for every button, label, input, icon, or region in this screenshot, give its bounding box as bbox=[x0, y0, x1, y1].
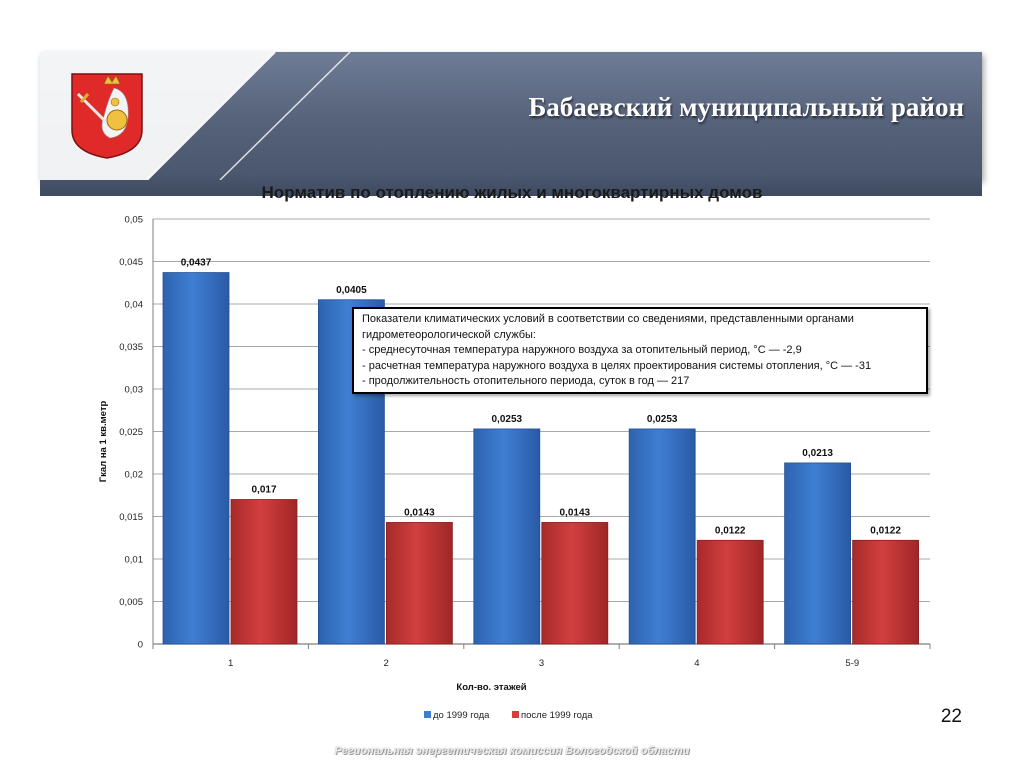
data-label: 0,0122 bbox=[870, 525, 901, 537]
x-tick-label: 5-9 bbox=[845, 658, 860, 669]
legend-swatch bbox=[512, 711, 519, 718]
page-title: Бабаевский муниципальный район bbox=[528, 92, 964, 122]
y-tick-label: 0,045 bbox=[119, 257, 143, 268]
bar bbox=[785, 463, 851, 644]
legend-swatch bbox=[424, 711, 431, 718]
x-tick-label: 2 bbox=[383, 658, 389, 669]
bar bbox=[386, 522, 452, 644]
data-label: 0,0405 bbox=[336, 284, 367, 296]
y-tick-label: 0,01 bbox=[124, 554, 143, 566]
y-tick-label: 0,02 bbox=[124, 469, 143, 481]
data-label: 0,0253 bbox=[646, 413, 678, 425]
data-label: 0,0122 bbox=[714, 525, 746, 537]
info-line: - продолжительность отопительного периода, суток в год — 217 bbox=[362, 375, 690, 387]
bar bbox=[629, 429, 695, 644]
bar bbox=[231, 500, 297, 645]
footer-text: Региональная энергетическая комиссия Вологодской области bbox=[334, 745, 690, 757]
bar bbox=[474, 429, 540, 644]
climate-info-box bbox=[352, 307, 928, 394]
y-tick-label: 0,03 bbox=[124, 384, 143, 396]
data-label: 0,017 bbox=[251, 484, 277, 496]
y-tick-label: 0,05 bbox=[124, 214, 143, 226]
y-tick-label: 0,04 bbox=[124, 299, 143, 311]
bar bbox=[853, 540, 919, 644]
data-label: 0,0143 bbox=[559, 507, 591, 519]
x-tick-label: 1 bbox=[228, 658, 234, 669]
bar bbox=[163, 273, 229, 644]
legend-label: после 1999 года bbox=[521, 710, 593, 721]
y-tick-label: 0,015 bbox=[119, 512, 143, 523]
data-label: 0,0253 bbox=[491, 413, 523, 425]
info-line: Показатели климатических условий в соответствии со сведениями, представленными органами bbox=[362, 313, 854, 325]
bar bbox=[697, 540, 763, 644]
y-tick-label: 0 bbox=[137, 639, 143, 651]
y-axis-label: Гкал на 1 кв.метр bbox=[98, 400, 109, 483]
info-line: - расчетная температура наружного воздуха в целях проектирования системы отопления, °С — -31 bbox=[362, 359, 872, 372]
data-label: 0,0437 bbox=[180, 257, 212, 269]
chart-title: Норматив по отоплению жилых и многоквартирных домов bbox=[261, 183, 763, 202]
info-line: гидрометеорологической службы: bbox=[362, 328, 536, 341]
x-axis-label: Кол-во. этажей bbox=[456, 682, 527, 693]
x-tick-label: 4 bbox=[694, 658, 700, 669]
legend-label: до 1999 года bbox=[433, 710, 490, 721]
y-tick-label: 0,005 bbox=[119, 597, 143, 608]
bar bbox=[542, 522, 608, 644]
y-tick-label: 0,025 bbox=[119, 427, 143, 438]
x-tick-label: 3 bbox=[538, 658, 545, 669]
data-label: 0,0213 bbox=[802, 447, 833, 459]
data-label: 0,0143 bbox=[404, 507, 435, 519]
info-line: - среднесуточная температура наружного воздуха за отопительный период, °С — -2,9 bbox=[362, 344, 802, 356]
page-number: 22 bbox=[940, 706, 962, 727]
y-tick-label: 0,035 bbox=[119, 342, 143, 353]
